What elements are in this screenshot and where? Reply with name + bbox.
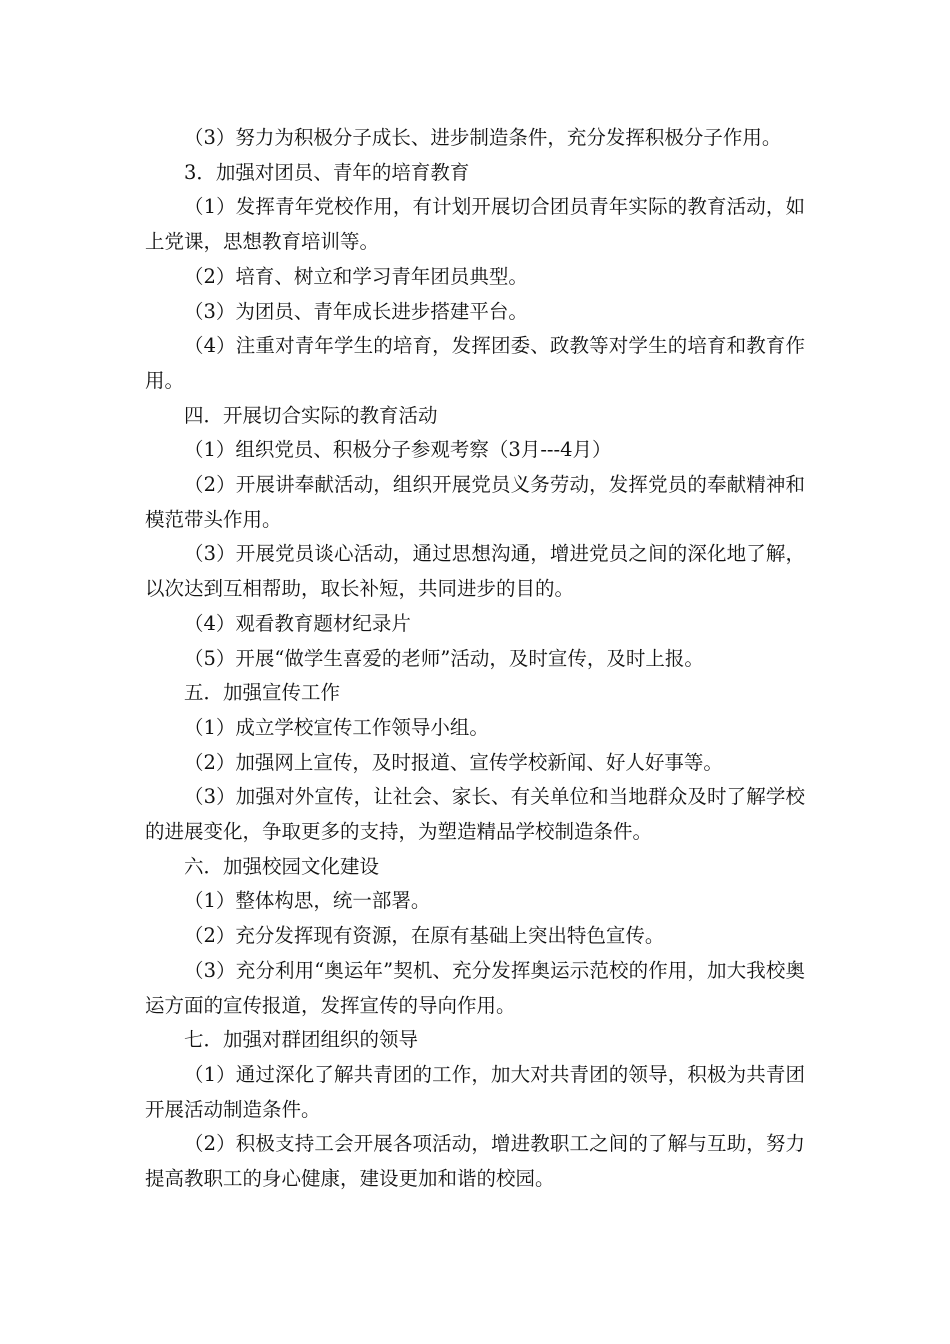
section-heading: 六．加强校园文化建设 xyxy=(184,854,380,878)
paragraph: （3）充分利用“奥运年”契机、充分发挥奥运示范校的作用，加大我校奥运方面的宣传报道，发挥宣传的导向作用。 xyxy=(145,958,805,1017)
paragraph: （3）开展党员谈心活动，通过思想沟通，增进党员之间的深化地了解，以次达到互相帮助，取长补短，共同进步的目的。 xyxy=(145,542,805,601)
paragraph: （2）开展讲奉献活动，组织开展党员义务劳动，发挥党员的奉献精神和模范带头作用。 xyxy=(145,473,805,531)
paragraph: （1）整体构思，统一部署。 xyxy=(184,889,431,913)
paragraph: （1）通过深化了解共青团的工作，加大对共青团的领导，积极为共青团开展活动制造条件。 xyxy=(145,1062,805,1121)
section-heading: 五．加强宣传工作 xyxy=(184,681,341,705)
section-heading: 四．开展切合实际的教育活动 xyxy=(184,403,438,427)
document-body xyxy=(145,121,805,1197)
paragraph: （1）发挥青年党校作用，有计划开展切合团员青年实际的教育活动，如上党课，思想教育培训等。 xyxy=(145,195,805,254)
paragraph: （5）开展“做学生喜爱的老师”活动，及时宣传，及时上报。 xyxy=(184,646,704,670)
paragraph: （2）加强网上宣传，及时报道、宣传学校新闻、好人好事等。 xyxy=(184,750,723,774)
paragraph: （2）积极支持工会开展各项活动，增进教职工之间的了解与互助，努力提高教职工的身心健康，建设更加和谐的校园。 xyxy=(145,1132,805,1191)
paragraph: （4）观看教育题材纪录片 xyxy=(184,611,411,635)
paragraph: （1）成立学校宣传工作领导小组。 xyxy=(184,715,489,739)
paragraph: （4）注重对青年学生的培育，发挥团委、政教等对学生的培育和教育作用。 xyxy=(145,334,805,392)
paragraph: （3）为团员、青年成长进步搭建平台。 xyxy=(184,299,528,323)
paragraph: （2）培育、树立和学习青年团员典型。 xyxy=(184,264,528,288)
paragraph: （2）充分发挥现有资源，在原有基础上突出特色宣传。 xyxy=(184,924,665,948)
paragraph: （3）努力为积极分子成长、进步制造条件，充分发挥积极分子作用。 xyxy=(184,126,782,149)
section-heading: 3．加强对团员、青年的培育教育 xyxy=(184,160,470,184)
paragraph: （3）加强对外宣传，让社会、家长、有关单位和当地群众及时了解学校的进展变化，争取更多的支持，为塑造精品学校制造条件。 xyxy=(145,785,805,844)
section-heading: 七．加强对群团组织的领导 xyxy=(184,1028,419,1052)
paragraph: （1）组织党员、积极分子参观考察（3月---4月） xyxy=(184,438,612,462)
